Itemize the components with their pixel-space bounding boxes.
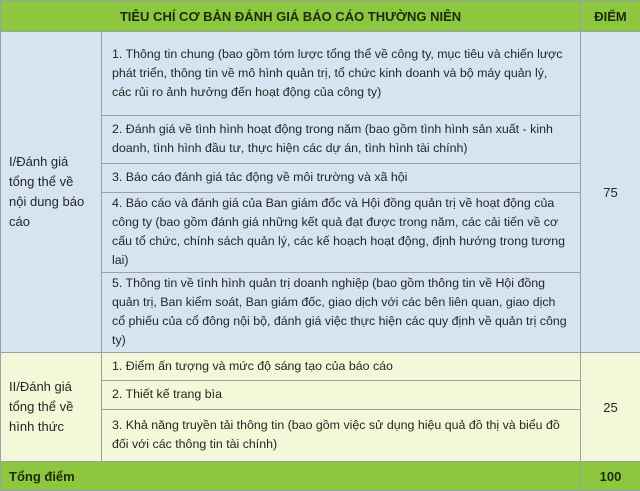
- total-row: [1, 462, 640, 491]
- header-row: [1, 1, 640, 32]
- group-label-content: I/Đánh giá tổng thể về nội dung báo cáo: [1, 32, 102, 353]
- criteria-item: 4. Báo cáo và đánh giá của Ban giám đốc và Hội đồng quản trị về hoạt động của công ty (bao gồm đánh giá những kết quả đạt được trong năm, các cải tiến về cơ cấu tổ chức, chính sách quản lý, các kế hoạch hoạt động, định hướng trong tương lai): [102, 193, 581, 273]
- score-header: ĐIỂM: [581, 1, 640, 32]
- group-score-form: 25: [581, 353, 640, 462]
- criteria-item: 2. Đánh giá về tình hình hoạt động trong năm (bao gồm tình hình sản xuất - kinh doanh, tình hình đầu tư, thực hiện các dự án, tình hình tài chính): [102, 116, 581, 164]
- criteria-item: 2. Thiết kế trang bìa: [102, 381, 581, 410]
- criteria-item: 1. Điểm ấn tượng và mức độ sáng tạo của báo cáo: [102, 353, 581, 381]
- criteria-header: TIÊU CHÍ CƠ BẢN ĐÁNH GIÁ BÁO CÁO THƯỜNG NIÊN: [1, 1, 581, 32]
- criteria-item: 3. Báo cáo đánh giá tác động về môi trường và xã hội: [102, 164, 581, 193]
- criteria-item: 1. Thông tin chung (bao gồm tóm lược tổng thể về công ty, mục tiêu và chiến lược phát triển, thông tin về mô hình quản trị, tổ chức kinh doanh và bộ máy quản lý, các rủi ro ảnh hưởng đến hoạt động của công ty): [102, 32, 581, 116]
- table-row: [1, 32, 640, 116]
- criteria-item: 3. Khả năng truyền tải thông tin (bao gồm việc sử dụng hiệu quả đồ thị và biểu đồ đối với các thông tin tài chính): [102, 410, 581, 462]
- total-label: Tổng điểm: [1, 462, 581, 491]
- total-value: 100: [581, 462, 640, 491]
- group-label-form: II/Đánh giá tổng thể về hình thức: [1, 353, 102, 462]
- table-row: [1, 353, 640, 381]
- group-score-content: 75: [581, 32, 640, 353]
- criteria-item: 5. Thông tin về tình hình quản trị doanh nghiệp (bao gồm thông tin về Hội đồng quản trị, Ban kiểm soát, Ban giám đốc, giao dịch với các bên liên quan, giao dịch cổ phiếu của cổ đông nội bộ, đánh giá việc thực hiện các quy định về quản trị công ty): [102, 273, 581, 353]
